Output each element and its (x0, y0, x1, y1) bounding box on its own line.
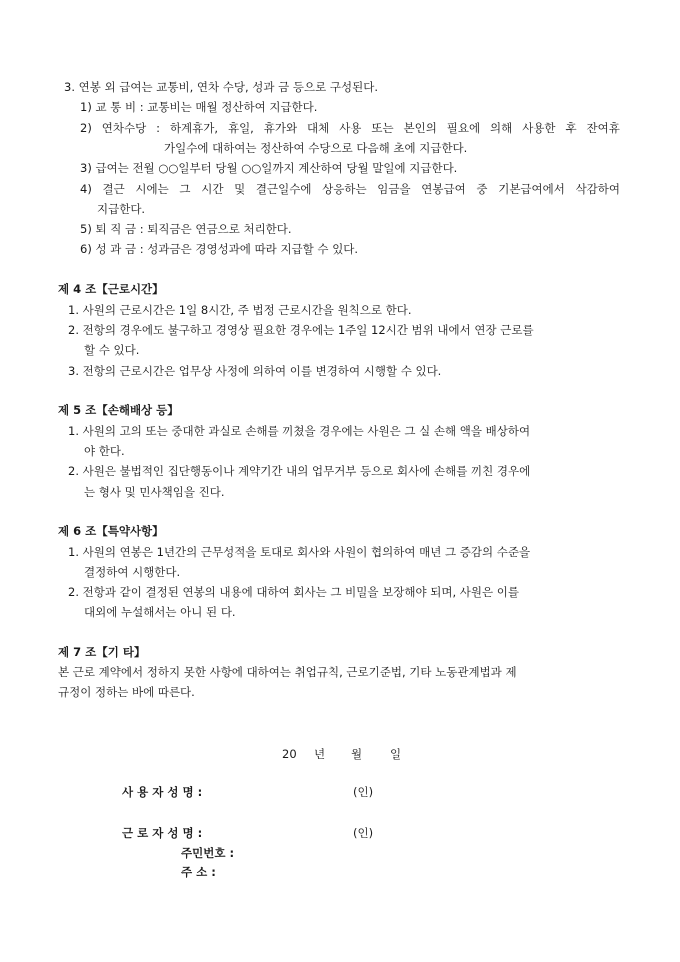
justified-word: 하계휴가, (169, 121, 219, 135)
justified-word: 및 (234, 182, 246, 196)
article-6-para-1-line-1: 1. 사원의 연봉은 1년간의 근무성적을 토대로 회사와 사원이 협의하여 매년 그 증감의 수준을 (68, 545, 531, 559)
justified-word: 결근 (102, 182, 125, 196)
justified-word: 연봉급여 (421, 182, 466, 196)
justified-word: 또는 (371, 121, 394, 135)
justified-word: 사용한 (522, 121, 556, 135)
justified-word: 의해 (490, 121, 513, 135)
article-4-para-2-line-1: 2. 전항의 경우에도 불구하고 경영상 필요한 경우에는 1주일 12시간 범위 내에서 연장 근로를 (68, 323, 534, 337)
article-6-title: 제 6 조【특약사항】 (58, 524, 164, 538)
resident-number-label: 주민번호 : (181, 846, 235, 860)
justified-word: 대체 (307, 121, 330, 135)
clause-3-item-4-line-1 (80, 181, 620, 197)
justified-word: 본인의 (403, 121, 437, 135)
justified-word: 후 (565, 121, 577, 135)
justified-word: 휴가와 (263, 121, 298, 135)
article-5-para-2-line-2: 는 형사 및 민사책임을 진다. (84, 485, 225, 499)
article-5-para-2-line-1: 2. 사원은 불법적인 집단행동이나 계약기간 내의 업무거부 등으로 회사에 손해를 끼친 경우에 (68, 464, 531, 478)
clause-3-item-5: 5) 퇴 직 금 : 퇴직금은 연금으로 처리한다. (80, 222, 292, 236)
worker-seal: (인) (353, 826, 374, 840)
justified-word: 잔여휴 (586, 121, 620, 135)
clause-3-item-6: 6) 성 과 금 : 성과금은 경영성과에 따라 지급할 수 있다. (80, 242, 359, 256)
date-year-unit: 년 (314, 747, 326, 761)
justified-word: 중 (476, 182, 488, 196)
justified-word: 사용 (339, 121, 362, 135)
address-label: 주 소 : (181, 865, 216, 879)
article-7-title: 제 7 조【기 타】 (58, 645, 146, 659)
clause-3-item-1: 1) 교 통 비 : 교통비는 매월 정산하여 지급한다. (80, 100, 318, 114)
article-5-title: 제 5 조【손해배상 등】 (58, 403, 179, 417)
justified-word: : (156, 121, 160, 135)
justified-word: 상응하는 (322, 182, 367, 196)
clause-3-item-3: 3) 급여는 전월 ○○일부터 당월 ○○일까지 계산하여 당월 말일에 지급한다. (80, 161, 458, 175)
employer-seal: (인) (353, 785, 374, 799)
justified-word: 삭감하여 (575, 182, 620, 196)
justified-word: 시에는 (135, 182, 169, 196)
date-day-unit: 일 (390, 747, 402, 761)
justified-word: 그 (179, 182, 191, 196)
article-5-para-1-line-2: 야 한다. (84, 444, 125, 458)
article-6-para-2-line-2: 대외에 누설해서는 아니 된 다. (84, 605, 236, 619)
justified-word: 휴일, (227, 121, 254, 135)
justified-word: 2) (80, 121, 92, 135)
justified-word: 연차수당 (101, 121, 147, 135)
justified-word: 기본급여에서 (498, 182, 565, 196)
justified-word: 결근일수에 (255, 182, 312, 196)
clause-3-item-4-line-2: 지급한다. (97, 202, 146, 216)
justified-word: 임금을 (377, 182, 411, 196)
article-4-title: 제 4 조【근로시간】 (58, 282, 164, 296)
justified-word: 4) (80, 182, 92, 196)
clause-3-item-2-line-1 (80, 120, 620, 136)
article-6-para-2-line-1: 2. 전항과 같이 결정된 연봉의 내용에 대하여 회사는 그 비밀을 보장해야 되며, 사원은 이를 (68, 585, 519, 599)
article-6-para-1-line-2: 결정하여 시행한다. (84, 565, 181, 579)
article-7-para-line-1: 본 근로 계약에서 정하지 못한 사항에 대하여는 취업규칙, 근로기준법, 기타 노동관계법과 제 (58, 665, 517, 679)
article-5-para-1-line-1: 1. 사원의 고의 또는 중대한 과실로 손해를 끼쳤을 경우에는 사원은 그 실 손해 액을 배상하여 (68, 424, 531, 438)
justified-word: 필요에 (446, 121, 481, 135)
date-month-unit: 월 (351, 747, 363, 761)
date-year: 20 (282, 747, 297, 761)
clause-3-intro: 3. 연봉 외 급여는 교통비, 연차 수당, 성과 금 등으로 구성된다. (64, 80, 378, 94)
article-4-para-2-line-2: 할 수 있다. (84, 343, 140, 357)
article-7-para-line-2: 규정이 정하는 바에 따른다. (58, 685, 195, 699)
worker-name-label: 근 로 자 성 명 : (122, 826, 203, 840)
clause-3-item-2-line-2: 가일수에 대하여는 정산하여 수당으로 다음해 초에 지급한다. (164, 141, 468, 155)
article-4-para-3: 3. 전항의 근로시간은 업무상 사정에 의하여 이를 변경하여 시행할 수 있다. (68, 364, 442, 378)
employer-name-label: 사 용 자 성 명 : (122, 785, 203, 799)
article-4-para-1: 1. 사원의 근로시간은 1일 8시간, 주 법정 근로시간을 원칙으로 한다. (68, 303, 412, 317)
justified-word: 시간 (201, 182, 224, 196)
